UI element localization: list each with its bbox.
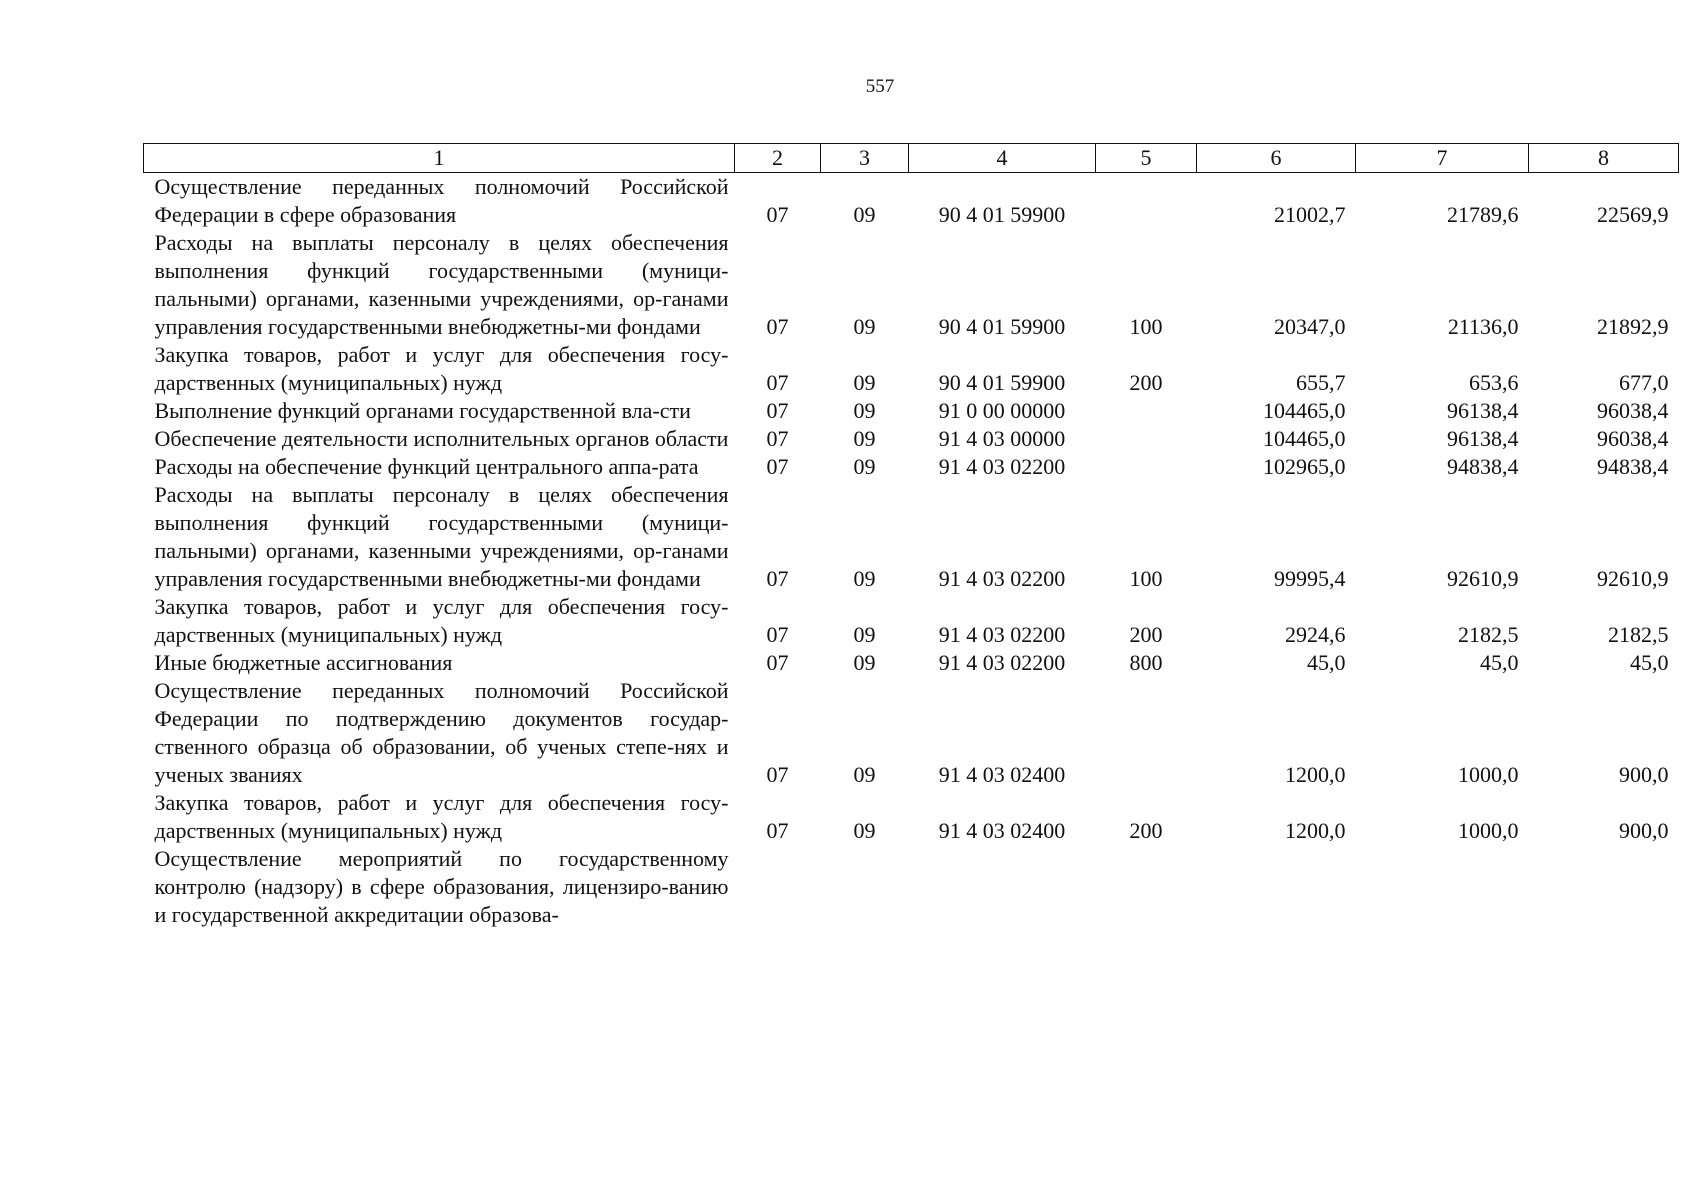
- row-amount-year-1: 1200,0: [1285, 762, 1346, 787]
- row-amount-year-3: [1529, 845, 1679, 929]
- column-header-8: 8: [1529, 144, 1679, 173]
- row-target-article-code: 90 4 01 59900: [938, 370, 1066, 395]
- row-subsection-code: 09: [853, 314, 876, 339]
- row-amount-year-2: 21789,6: [1447, 202, 1519, 227]
- row-amount-year-1: 45,0: [1307, 650, 1346, 675]
- row-section-code: 07: [766, 762, 789, 787]
- row-section-code: 07: [766, 314, 789, 339]
- row-description: Осуществление переданных полномочий Российской Федерации в сфере образования: [154, 174, 729, 227]
- row-description: Выполнение функций органами государственной вла-сти: [154, 398, 691, 423]
- row-amount-year-2: 45,0: [1480, 650, 1519, 675]
- row-amount-year-1: [1197, 845, 1356, 929]
- row-expense-type-code: [1096, 453, 1197, 481]
- row-section-code: 07: [766, 650, 789, 675]
- row-subsection-code: 09: [853, 370, 876, 395]
- row-amount-year-3: 22569,9: [1597, 202, 1669, 227]
- row-section-code: 07: [766, 818, 789, 843]
- row-amount-year-1: 21002,7: [1274, 202, 1346, 227]
- row-description: Обеспечение деятельности исполнительных органов области: [154, 426, 729, 451]
- row-subsection-code: 09: [853, 650, 876, 675]
- column-header-4: 4: [909, 144, 1096, 173]
- table-body: [144, 173, 1679, 930]
- row-expense-type-code: [1096, 425, 1197, 453]
- row-amount-year-3: 96038,4: [1597, 398, 1669, 423]
- row-expense-type-code: [1096, 173, 1197, 230]
- row-subsection-code: 09: [853, 762, 876, 787]
- row-subsection-code: 09: [853, 426, 876, 451]
- row-target-article-code: [909, 845, 1096, 929]
- row-description: Иные бюджетные ассигнования: [154, 650, 453, 675]
- row-amount-year-1: 655,7: [1296, 370, 1346, 395]
- row-amount-year-2: 1000,0: [1458, 762, 1519, 787]
- row-section-code: 07: [766, 202, 789, 227]
- row-amount-year-3: 94838,4: [1597, 454, 1669, 479]
- row-target-article-code: 90 4 01 59900: [938, 314, 1066, 339]
- row-target-article-code: 90 4 01 59900: [938, 202, 1066, 227]
- row-amount-year-1: 102965,0: [1263, 454, 1346, 479]
- row-expense-type-code: 200: [1129, 622, 1163, 647]
- column-header-2: 2: [735, 144, 821, 173]
- table-row: [144, 173, 1679, 230]
- row-subsection-code: 09: [853, 398, 876, 423]
- table-row: [144, 397, 1679, 425]
- row-amount-year-3: 900,0: [1619, 762, 1669, 787]
- row-description: Осуществление мероприятий по государственному контролю (надзору) в сфере образования, лицензиро-ванию и государственной аккредитации образова-: [154, 846, 729, 927]
- row-description: Осуществление переданных полномочий Российской Федерации по подтверждению документов государ-ственного образца об образовании, об ученых степе-нях и ученых званиях: [154, 678, 729, 787]
- row-expense-type-code: 100: [1129, 314, 1163, 339]
- row-amount-year-1: 20347,0: [1274, 314, 1346, 339]
- row-amount-year-2: [1356, 845, 1529, 929]
- row-expense-type-code: [1096, 397, 1197, 425]
- row-target-article-code: 91 4 03 00000: [938, 426, 1066, 451]
- row-expense-type-code: [1096, 677, 1197, 789]
- row-expense-type-code: 200: [1129, 370, 1163, 395]
- row-amount-year-3: 677,0: [1619, 370, 1669, 395]
- row-amount-year-2: 1000,0: [1458, 818, 1519, 843]
- row-target-article-code: 91 4 03 02200: [938, 454, 1066, 479]
- row-amount-year-3: 92610,9: [1597, 566, 1669, 591]
- row-target-article-code: 91 4 03 02400: [938, 762, 1066, 787]
- table-row: [144, 593, 1679, 649]
- row-description: Закупка товаров, работ и услуг для обеспечения госу-дарственных (муниципальных) нужд: [154, 790, 729, 843]
- row-description: Закупка товаров, работ и услуг для обеспечения госу-дарственных (муниципальных) нужд: [154, 594, 729, 647]
- row-subsection-code: [821, 845, 909, 929]
- table-row: [144, 453, 1679, 481]
- page-number: 557: [865, 76, 895, 97]
- column-header-1: 1: [144, 144, 735, 173]
- table-row: [144, 341, 1679, 397]
- row-expense-type-code: 800: [1129, 650, 1163, 675]
- row-description: Закупка товаров, работ и услуг для обеспечения госу-дарственных (муниципальных) нужд: [154, 342, 729, 395]
- row-description: Расходы на выплаты персоналу в целях обеспечения выполнения функций государственными (муници-пальными) органами, казенными учреждениями, ор-ганами управления государственными внебюджетны-ми фондами: [154, 482, 729, 591]
- row-expense-type-code: [1096, 845, 1197, 929]
- row-amount-year-2: 92610,9: [1447, 566, 1519, 591]
- row-section-code: 07: [766, 398, 789, 423]
- table-row: [144, 649, 1679, 677]
- row-amount-year-2: 653,6: [1469, 370, 1519, 395]
- row-amount-year-3: 21892,9: [1597, 314, 1669, 339]
- row-amount-year-2: 96138,4: [1447, 398, 1519, 423]
- budget-table: [143, 143, 1679, 929]
- row-target-article-code: 91 0 00 00000: [938, 398, 1066, 423]
- row-amount-year-3: 45,0: [1630, 650, 1669, 675]
- row-subsection-code: 09: [853, 202, 876, 227]
- table-row: [144, 789, 1679, 845]
- row-amount-year-1: 1200,0: [1285, 818, 1346, 843]
- row-amount-year-2: 21136,0: [1447, 314, 1519, 339]
- column-header-7: 7: [1356, 144, 1529, 173]
- column-header-6: 6: [1197, 144, 1356, 173]
- row-amount-year-3: 2182,5: [1608, 622, 1669, 647]
- row-amount-year-1: 99995,4: [1274, 566, 1346, 591]
- row-target-article-code: 91 4 03 02400: [938, 818, 1066, 843]
- row-section-code: 07: [766, 426, 789, 451]
- row-subsection-code: 09: [853, 818, 876, 843]
- table-row: [144, 229, 1679, 341]
- table-row: [144, 845, 1679, 929]
- row-amount-year-2: 96138,4: [1447, 426, 1519, 451]
- row-amount-year-3: 900,0: [1619, 818, 1669, 843]
- column-header-3: 3: [821, 144, 909, 173]
- row-expense-type-code: 200: [1129, 818, 1163, 843]
- row-subsection-code: 09: [853, 454, 876, 479]
- table-header-row: [144, 144, 1679, 173]
- table-row: [144, 677, 1679, 789]
- row-section-code: 07: [766, 370, 789, 395]
- row-description: Расходы на обеспечение функций центрального аппа-рата: [154, 454, 699, 479]
- row-amount-year-3: 96038,4: [1597, 426, 1669, 451]
- row-subsection-code: 09: [853, 622, 876, 647]
- row-amount-year-1: 2924,6: [1285, 622, 1346, 647]
- row-section-code: 07: [766, 454, 789, 479]
- row-amount-year-1: 104465,0: [1263, 398, 1346, 423]
- row-target-article-code: 91 4 03 02200: [938, 566, 1066, 591]
- row-description: Расходы на выплаты персоналу в целях обеспечения выполнения функций государственными (муници-пальными) органами, казенными учреждениями, ор-ганами управления государственными внебюджетны-ми фондами: [154, 230, 729, 339]
- row-target-article-code: 91 4 03 02200: [938, 622, 1066, 647]
- column-header-5: 5: [1096, 144, 1197, 173]
- row-amount-year-1: 104465,0: [1263, 426, 1346, 451]
- row-amount-year-2: 94838,4: [1447, 454, 1519, 479]
- table-row: [144, 425, 1679, 453]
- row-section-code: 07: [766, 622, 789, 647]
- row-section-code: [735, 845, 821, 929]
- row-section-code: 07: [766, 566, 789, 591]
- table-row: [144, 481, 1679, 593]
- row-subsection-code: 09: [853, 566, 876, 591]
- row-target-article-code: 91 4 03 02200: [938, 650, 1066, 675]
- row-amount-year-2: 2182,5: [1458, 622, 1519, 647]
- row-expense-type-code: 100: [1129, 566, 1163, 591]
